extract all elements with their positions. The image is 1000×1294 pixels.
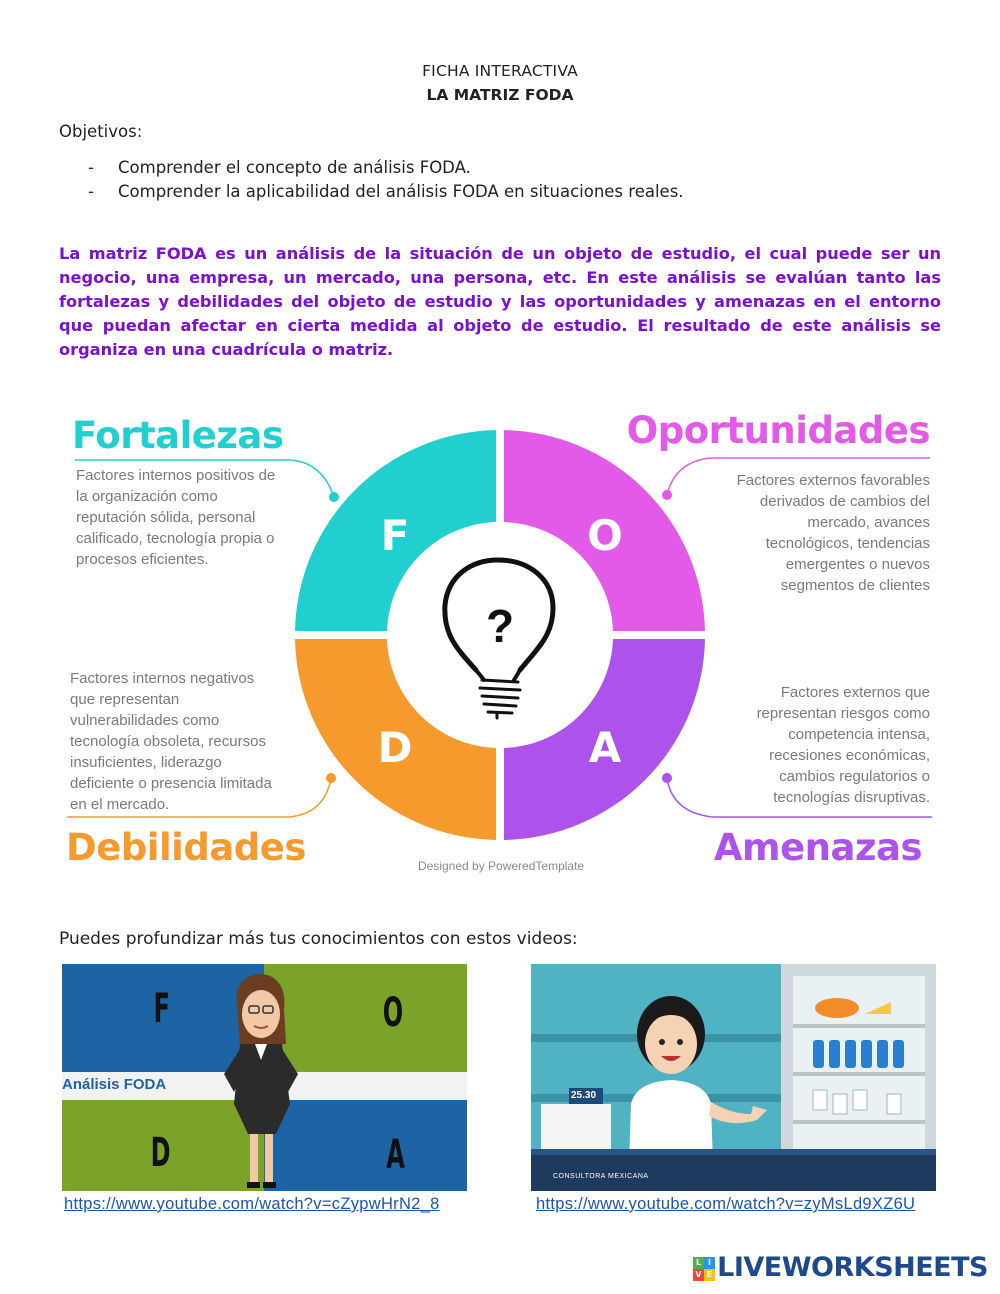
- objective-item: [88, 158, 471, 177]
- letter-a: A: [588, 723, 622, 772]
- fortalezas-title: Fortalezas: [72, 414, 284, 457]
- liveworksheets-brand[interactable]: LIVEWORKSHEETS: [717, 1252, 988, 1283]
- amenazas-description: [757, 682, 930, 808]
- amenazas-title: Amenazas: [713, 826, 922, 869]
- debilidades-connector-dot: [326, 773, 336, 783]
- intro-paragraph: La matriz FODA es un análisis de la situación de un objeto de estudio, el cual puede ser un negocio, una empresa, un mercado, una persona, etc. En este análisis se evalúan tanto las fortalezas y debilidades del objeto de estudio y las oportunidades y amenazas en el entorno que puedan afectar en cierta medida al objeto de estudio. El resultado de este análisis se organiza en una cuadrícula o matriz.: [59, 244, 941, 359]
- fortalezas-description: [76, 465, 275, 570]
- letter-f: F: [380, 511, 410, 560]
- description-line: procesos eficientes.: [76, 551, 209, 568]
- liveworksheets-logo-icon: [693, 1257, 715, 1281]
- video-thumbnail-art: [531, 964, 936, 1191]
- thumb-letter-a: A: [386, 1132, 405, 1178]
- amenazas-connector-dot: [662, 773, 672, 783]
- thumb-letter-d: D: [150, 1130, 171, 1176]
- foda-diagram: [0, 380, 1000, 900]
- letter-d: D: [377, 723, 413, 772]
- description-line: representan riesgos como: [756, 705, 930, 722]
- video-thumbnail-foda[interactable]: [62, 964, 467, 1191]
- oportunidades-description: [737, 470, 930, 596]
- description-line: en el mercado.: [70, 796, 170, 813]
- logo-letter: E: [704, 1269, 715, 1281]
- objective-text: Comprender el concepto de análisis FODA.: [118, 158, 471, 177]
- description-line: Factores externos favorables: [736, 472, 930, 489]
- objective-text: Comprender la aplicabilidad del análisis FODA en situaciones reales.: [118, 182, 684, 201]
- counter-label: CONSULTORA MEXICANA: [553, 1173, 649, 1180]
- oportunidades-title: Oportunidades: [626, 409, 930, 452]
- video-thumbnail-store[interactable]: [531, 964, 936, 1191]
- question-mark: ?: [485, 600, 515, 652]
- description-line: reputación sólida, personal: [76, 509, 256, 526]
- description-line: tecnologías disruptivas.: [773, 789, 930, 806]
- description-line: la organización como: [76, 488, 218, 505]
- oportunidades-connector-dot: [662, 490, 672, 500]
- video-link-1[interactable]: https://www.youtube.com/watch?v=cZypwHrN2_8: [64, 1195, 440, 1213]
- designed-by-credit: Designed by PoweredTemplate: [418, 859, 585, 873]
- objectives-label: Objetivos:: [59, 122, 143, 141]
- description-line: derivados de cambios del: [759, 493, 930, 510]
- description-line: mercado, avances: [807, 514, 930, 531]
- description-line: deficiente o presencia limitada: [70, 775, 272, 792]
- price-tag: 25.30: [571, 1090, 597, 1101]
- letter-o: O: [587, 511, 623, 560]
- description-line: cambios regulatorios o: [779, 768, 930, 785]
- debilidades-description: [70, 668, 272, 815]
- video-link-2[interactable]: https://www.youtube.com/watch?v=zyMsLd9XZ6U: [536, 1195, 916, 1213]
- objective-item: [88, 182, 684, 201]
- worksheet-kicker: FICHA INTERACTIVA: [422, 62, 578, 80]
- bullet-dash: -: [88, 182, 94, 201]
- videos-label: Puedes profundizar más tus conocimientos con estos videos:: [59, 929, 578, 949]
- description-line: tecnología obsoleta, recursos: [70, 733, 266, 750]
- description-line: recesiones económicas,: [769, 747, 930, 764]
- debilidades-title: Debilidades: [66, 826, 306, 869]
- logo-letter: I: [704, 1257, 715, 1269]
- description-line: vulnerabilidades como: [70, 712, 220, 729]
- thumb-letter-f: F: [153, 986, 170, 1032]
- page-title: LA MATRIZ FODA: [426, 86, 574, 104]
- description-line: segmentos de clientes: [780, 577, 930, 594]
- description-line: competencia intensa,: [788, 726, 930, 743]
- description-line: calificado, tecnología propia o: [76, 530, 275, 547]
- description-line: Factores internos positivos de: [76, 467, 276, 484]
- thumb-letter-o: O: [382, 990, 404, 1036]
- description-line: Factores internos negativos: [70, 670, 255, 687]
- fortalezas-connector-dot: [329, 492, 339, 502]
- logo-letter: V: [693, 1269, 704, 1281]
- description-line: tecnológicos, tendencias: [765, 535, 930, 552]
- thumb-caption: Análisis FODA: [62, 1076, 167, 1093]
- bullet-dash: -: [88, 158, 94, 177]
- logo-letter: L: [693, 1257, 704, 1269]
- description-line: que representan: [70, 691, 180, 708]
- description-line: insuficientes, liderazgo: [70, 754, 222, 771]
- description-line: Factores externos que: [780, 684, 930, 701]
- description-line: emergentes o nuevos: [785, 556, 930, 573]
